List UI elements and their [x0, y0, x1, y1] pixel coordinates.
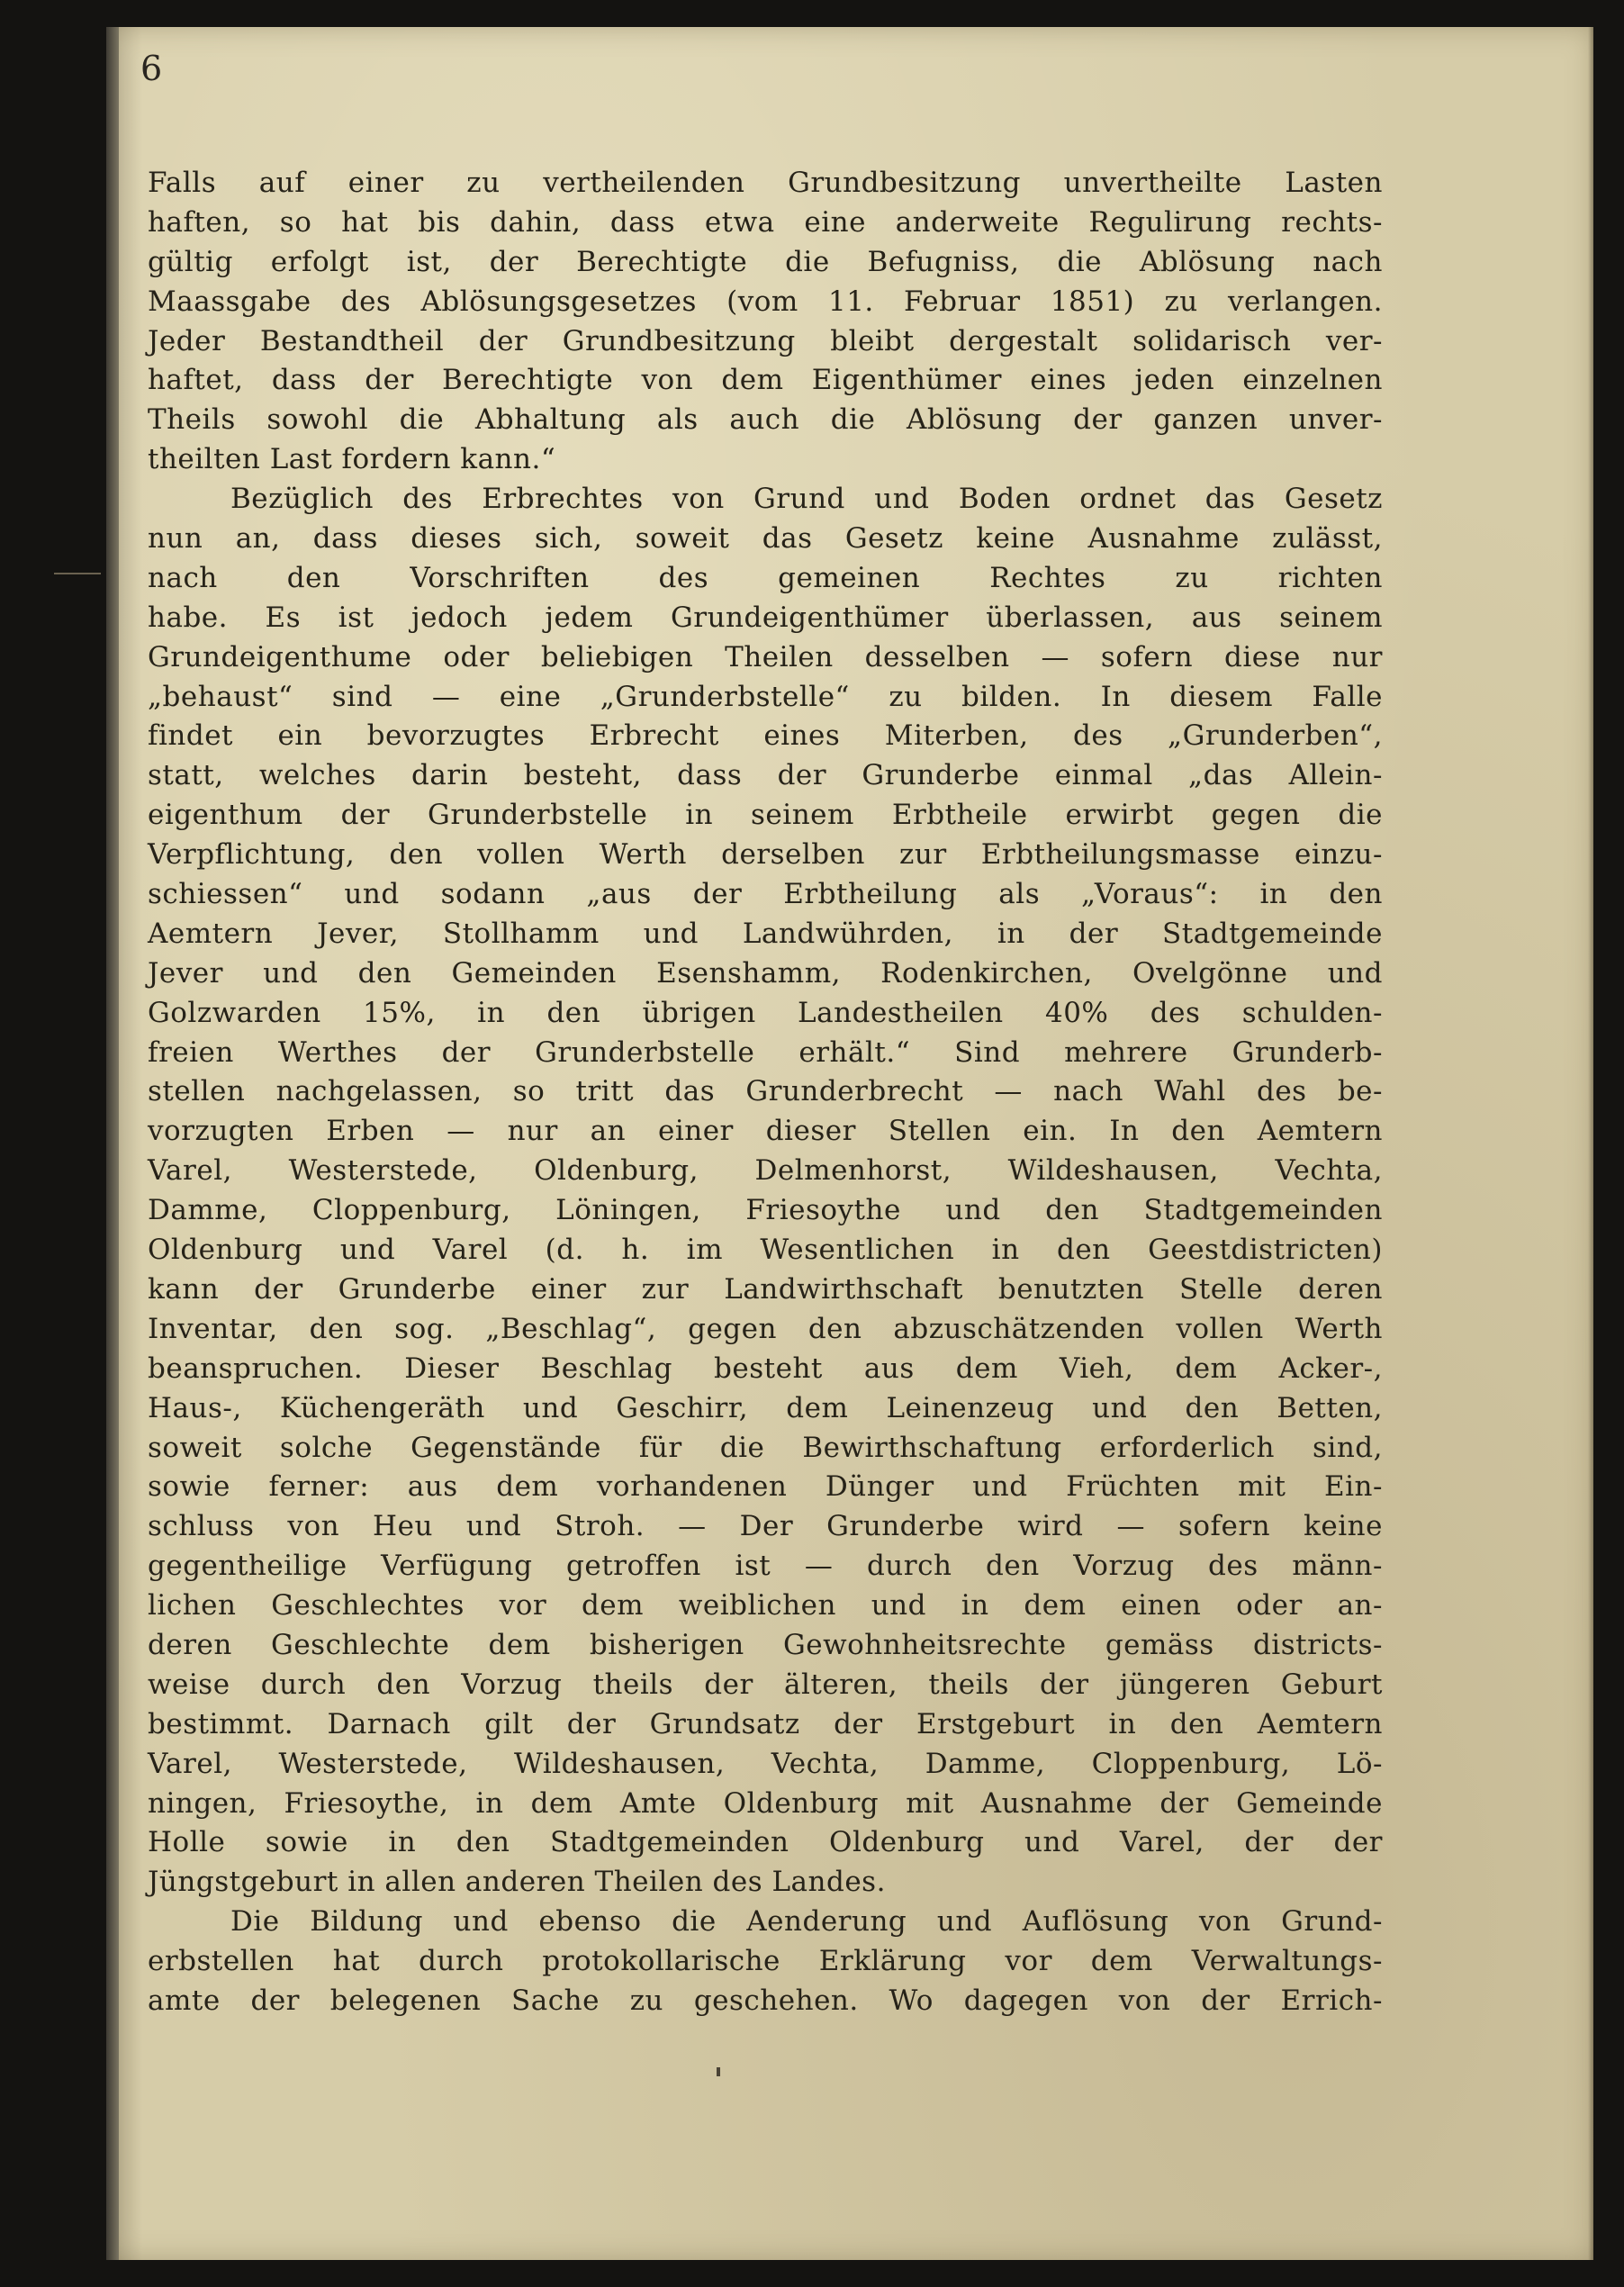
text-line: Haus-, Küchengeräth und Geschirr, dem Leinenzeug und den Betten,	[148, 1391, 1383, 1424]
text-line: soweit solche Gegenstände für die Bewirthschaftung erforderlich sind,	[148, 1431, 1383, 1464]
text-line: lichen Geschlechtes vor dem weiblichen und in dem einen oder an-	[148, 1589, 1383, 1623]
text-line: amte der belegenen Sache zu geschehen. Wo dagegen von der Errich-	[148, 1984, 1383, 2017]
page-number: 6	[140, 49, 163, 88]
body-text	[148, 164, 1383, 2021]
text-line: schiessen“ und sodann „aus der Erbtheilung als „Voraus“: in den	[148, 878, 1383, 911]
text-line: schluss von Heu und Stroh. — Der Grunderbe wird — sofern keine	[148, 1510, 1383, 1543]
text-line: theilten Last fordern kann.“	[148, 443, 556, 476]
book-spine	[106, 27, 119, 2260]
text-line: haften, so hat bis dahin, dass etwa eine anderweite Regulirung rechts-	[148, 205, 1383, 239]
text-line: kann der Grunderbe einer zur Landwirthschaft benutzten Stelle deren	[148, 1272, 1383, 1306]
text-line: Damme, Cloppenburg, Löningen, Friesoythe und den Stadtgemeinden	[148, 1194, 1383, 1227]
text-line: sowie ferner: aus dem vorhandenen Dünger und Früchten mit Ein-	[148, 1470, 1383, 1504]
text-line: statt, welches darin besteht, dass der Grunderbe einmal „das Allein-	[148, 759, 1383, 792]
text-line: „behaust“ sind — eine „Grunderbstelle“ zu bilden. In diesem Falle	[148, 680, 1383, 713]
text-line: gegentheilige Verfügung getroffen ist — durch den Vorzug des männ-	[148, 1550, 1383, 1583]
text-line: Jüngstgeburt in allen anderen Theilen des Landes.	[148, 1866, 886, 1899]
text-line: eigenthum der Grunderbstelle in seinem Erbtheile erwirbt gegen die	[148, 799, 1383, 832]
page-edge	[1588, 27, 1593, 2260]
text-line: nach den Vorschriften des gemeinen Rechtes zu richten	[148, 561, 1383, 594]
text-line: Grundeigenthume oder beliebigen Theilen desselben — sofern diese nur	[148, 640, 1383, 673]
text-line: Maassgabe des Ablösungsgesetzes (vom 11. Februar 1851) zu verlangen.	[148, 285, 1383, 318]
text-line: beanspruchen. Dieser Beschlag besteht aus dem Vieh, dem Acker-,	[148, 1351, 1383, 1385]
text-line: ningen, Friesoythe, in dem Amte Oldenburg mit Ausnahme der Gemeinde	[148, 1786, 1383, 1820]
text-line: bestimmt. Darnach gilt der Grundsatz der Erstgeburt in den Aemtern	[148, 1707, 1383, 1740]
paragraph-first-line: Die Bildung und ebenso die Aenderung und Auflösung von Grund-	[230, 1905, 1383, 1939]
text-line: Varel, Westerstede, Oldenburg, Delmenhorst, Wildeshausen, Vechta,	[148, 1154, 1383, 1188]
text-line: weise durch den Vorzug theils der älteren, theils der jüngeren Geburt	[148, 1668, 1383, 1701]
ink-speck	[717, 2067, 720, 2076]
text-line: vorzugten Erben — nur an einer dieser Stellen ein. In den Aemtern	[148, 1115, 1383, 1148]
text-line: Holle sowie in den Stadtgemeinden Oldenburg und Varel, der der	[148, 1826, 1383, 1859]
text-line: Theils sowohl die Abhaltung als auch die Ablösung der ganzen unver-	[148, 403, 1383, 437]
text-line: Falls auf einer zu vertheilenden Grundbesitzung unvertheilte Lasten	[148, 167, 1383, 199]
text-line: Jever und den Gemeinden Esenshamm, Rodenkirchen, Ovelgönne und	[148, 956, 1383, 990]
text-line: nun an, dass dieses sich, soweit das Gesetz keine Ausnahme zulässt,	[148, 522, 1383, 556]
text-line: Aemtern Jever, Stollhamm und Landwührden, in der Stadtgemeinde	[148, 917, 1383, 950]
paragraph-first-line: Bezüglich des Erbrechtes von Grund und Boden ordnet das Gesetz	[230, 483, 1383, 516]
text-line: findet ein bevorzugtes Erbrecht eines Miterben, des „Grunderben“,	[148, 719, 1383, 753]
text-line: freien Werthes der Grunderbstelle erhält.“ Sind mehrere Grunderb-	[148, 1035, 1383, 1069]
text-line: Golzwarden 15%, in den übrigen Landestheilen 40% des schulden-	[148, 996, 1383, 1029]
text-line: habe. Es ist jedoch jedem Grundeigenthümer überlassen, aus seinem	[148, 601, 1383, 634]
text-line: Verpflichtung, den vollen Werth derselben zur Erbtheilungsmasse einzu-	[148, 838, 1383, 872]
text-line: Varel, Westerstede, Wildeshausen, Vechta, Damme, Cloppenburg, Lö-	[148, 1747, 1383, 1780]
margin-mark	[54, 573, 101, 574]
text-line: gültig erfolgt ist, der Berechtigte die Befugniss, die Ablösung nach	[148, 245, 1383, 278]
text-line: stellen nachgelassen, so tritt das Grunderbrecht — nach Wahl des be-	[148, 1075, 1383, 1108]
text-line: erbstellen hat durch protokollarische Erklärung vor dem Verwaltungs-	[148, 1945, 1383, 1978]
text-line: Inventar, den sog. „Beschlag“, gegen den abzuschätzenden vollen Werth	[148, 1312, 1383, 1345]
text-line: Jeder Bestandtheil der Grundbesitzung bleibt dergestalt solidarisch ver-	[148, 324, 1383, 357]
text-line: haftet, dass der Berechtigte von dem Eigenthümer eines jeden einzelnen	[148, 364, 1383, 397]
text-line: deren Geschlechte dem bisherigen Gewohnheitsrechte gemäss districts-	[148, 1628, 1383, 1661]
text-line: Oldenburg und Varel (d. h. im Wesentlichen in den Geestdistricten)	[148, 1234, 1383, 1267]
